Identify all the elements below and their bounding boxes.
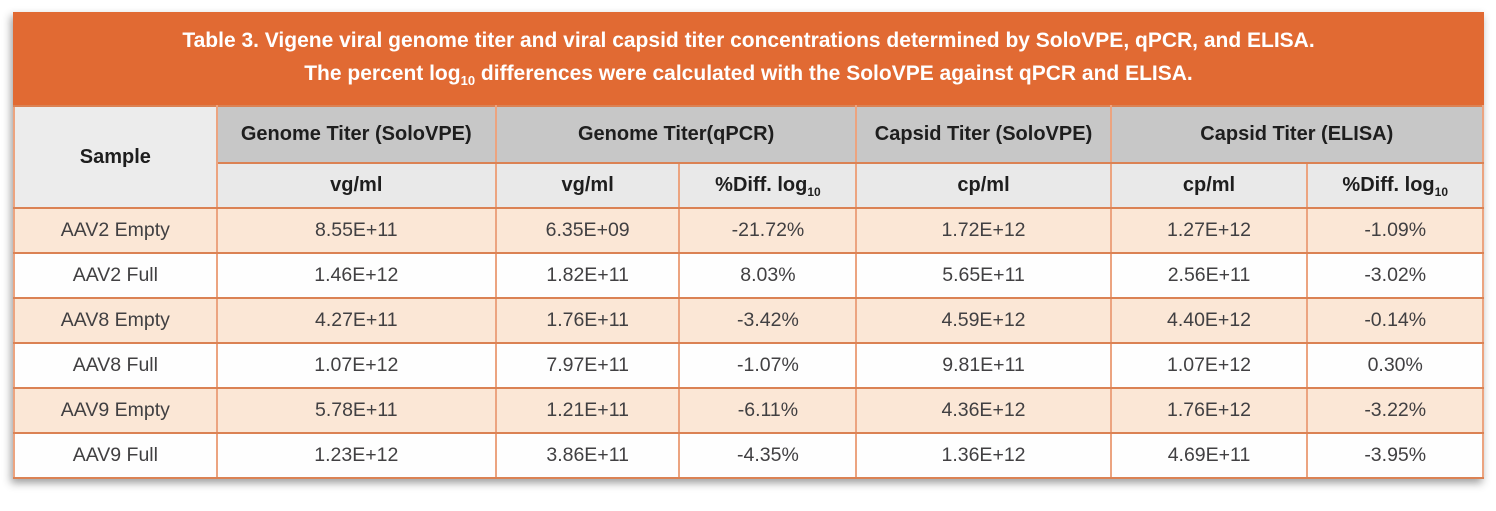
pct-diff-subscript: 10 [807, 185, 821, 200]
group-header-capsid-titer-elisa: Capsid Titer (ELISA) [1111, 106, 1483, 163]
pct-diff-label: %Diff. log [715, 174, 808, 197]
table-row-aav9-full [14, 433, 1483, 478]
cell-pct-diff-elisa: -3.02% [1307, 253, 1483, 298]
cell-capsid-solovpe: 1.72E+12 [856, 208, 1110, 253]
cell-capsid-solovpe: 4.36E+12 [856, 388, 1110, 433]
cell-genome-solovpe: 1.07E+12 [217, 343, 496, 388]
sub-header-pct-diff-elisa [1307, 163, 1483, 208]
cell-pct-diff-elisa: -1.09% [1307, 208, 1483, 253]
sub-header-vgml-qpcr: vg/ml [496, 163, 680, 208]
table-title-line1: Table 3. Vigene viral genome titer and viral capsid titer concentrations determined by SoloVPE, qPCR, and ELISA. [182, 29, 1315, 52]
cell-pct-diff-qpcr: -1.07% [679, 343, 856, 388]
title-line2-subscript: 10 [460, 72, 476, 88]
cell-genome-qpcr: 7.97E+11 [496, 343, 680, 388]
cell-genome-solovpe: 1.46E+12 [217, 253, 496, 298]
cell-sample: AAV9 Full [14, 433, 217, 478]
sub-header-row [14, 163, 1483, 208]
cell-genome-solovpe: 5.78E+11 [217, 388, 496, 433]
table-row-aav2-full [14, 253, 1483, 298]
cell-capsid-elisa: 2.56E+11 [1111, 253, 1308, 298]
cell-capsid-solovpe: 9.81E+11 [856, 343, 1110, 388]
cell-genome-solovpe: 4.27E+11 [217, 298, 496, 343]
cell-capsid-elisa: 1.76E+12 [1111, 388, 1308, 433]
cell-genome-qpcr: 1.82E+11 [496, 253, 680, 298]
cell-capsid-elisa: 4.69E+11 [1111, 433, 1308, 478]
pct-diff-subscript: 10 [1434, 185, 1448, 200]
cell-pct-diff-qpcr: -3.42% [679, 298, 856, 343]
cell-sample: AAV8 Empty [14, 298, 217, 343]
pct-diff-label: %Diff. log [1342, 174, 1435, 197]
cell-genome-qpcr: 1.21E+11 [496, 388, 680, 433]
cell-genome-solovpe: 8.55E+11 [217, 208, 496, 253]
table-title-line2 [33, 58, 1464, 91]
data-table [13, 105, 1484, 479]
cell-genome-solovpe: 1.23E+12 [217, 433, 496, 478]
sub-header-cpml-solovpe: cp/ml [856, 163, 1110, 208]
group-header-row [14, 106, 1483, 163]
cell-pct-diff-qpcr: 8.03% [679, 253, 856, 298]
table-row-aav9-empty [14, 388, 1483, 433]
cell-pct-diff-qpcr: -4.35% [679, 433, 856, 478]
cell-sample: AAV8 Full [14, 343, 217, 388]
group-header-genome-titer-solovpe: Genome Titer (SoloVPE) [217, 106, 496, 163]
title-line2-suffix: differences were calculated with the SoloVPE against qPCR and ELISA. [475, 61, 1193, 85]
sub-header-vgml-solovpe: vg/ml [217, 163, 496, 208]
cell-sample: AAV2 Empty [14, 208, 217, 253]
cell-pct-diff-qpcr: -6.11% [679, 388, 856, 433]
sub-header-pct-diff-qpcr [679, 163, 856, 208]
column-header-sample: Sample [14, 106, 217, 208]
cell-capsid-solovpe: 5.65E+11 [856, 253, 1110, 298]
cell-pct-diff-elisa: -3.95% [1307, 433, 1483, 478]
cell-capsid-solovpe: 4.59E+12 [856, 298, 1110, 343]
cell-genome-qpcr: 6.35E+09 [496, 208, 680, 253]
table-row-aav8-empty [14, 298, 1483, 343]
table-row-aav2-empty [14, 208, 1483, 253]
cell-sample: AAV9 Empty [14, 388, 217, 433]
group-header-genome-titer-qpcr: Genome Titer(qPCR) [496, 106, 857, 163]
cell-capsid-elisa: 1.07E+12 [1111, 343, 1308, 388]
cell-sample: AAV2 Full [14, 253, 217, 298]
cell-pct-diff-qpcr: -21.72% [679, 208, 856, 253]
cell-capsid-elisa: 1.27E+12 [1111, 208, 1308, 253]
cell-pct-diff-elisa: -3.22% [1307, 388, 1483, 433]
table-card [13, 12, 1484, 479]
title-line2-prefix: The percent log [304, 61, 461, 85]
cell-capsid-elisa: 4.40E+12 [1111, 298, 1308, 343]
cell-pct-diff-elisa: -0.14% [1307, 298, 1483, 343]
cell-capsid-solovpe: 1.36E+12 [856, 433, 1110, 478]
table-row-aav8-full [14, 343, 1483, 388]
sub-header-cpml-elisa: cp/ml [1111, 163, 1308, 208]
cell-genome-qpcr: 1.76E+11 [496, 298, 680, 343]
cell-pct-diff-elisa: 0.30% [1307, 343, 1483, 388]
group-header-capsid-titer-solovpe: Capsid Titer (SoloVPE) [856, 106, 1110, 163]
cell-genome-qpcr: 3.86E+11 [496, 433, 680, 478]
table-title [13, 12, 1484, 105]
